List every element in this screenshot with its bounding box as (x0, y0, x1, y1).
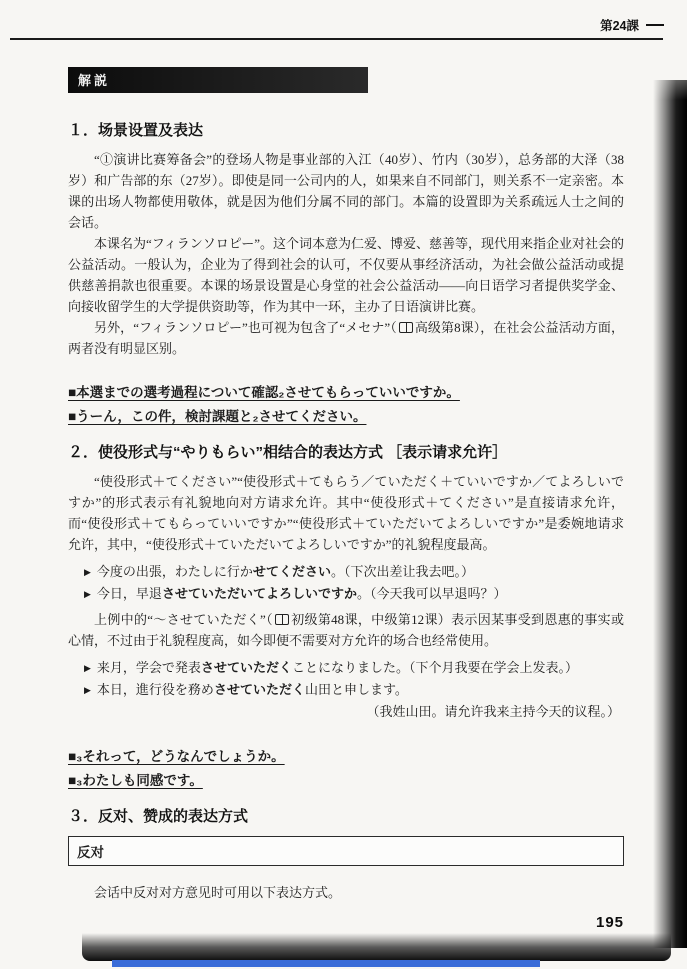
header-dash (646, 24, 664, 27)
section1-paragraph-3 (68, 317, 624, 359)
example-translation: （我姓山田。请允许我来主持今天的议程。） (366, 704, 620, 719)
example-text: 本日，進行役を務めさせていただく山田と申します。 (96, 682, 408, 697)
paragraph-text: 上例中的“～させていただく”（ (94, 612, 273, 627)
triangle-bullet-icon: ▶ (84, 588, 91, 599)
section2-paragraph-1: “使役形式＋てください”“使役形式＋てもらう／ていただく＋ていいですか／てよろしいですか”的形式表示有礼貌地向对方请求允许。其中“使役形式＋てください”是直接请求允许，而“使役形式＋てもらっていいですか”“使役形式＋ていただいてよろしいですか”是委婉地请求允许，其中，“使役形式＋ていただいてよろしいですか”的礼貌程度最高。 (68, 474, 624, 552)
example-sentence (84, 657, 624, 679)
key-sentence: ■₃それって，どうなんでしょうか。 (68, 748, 285, 764)
paragraph-text: ），在社会公益活动方面，两者没有明显区别。 (68, 320, 624, 356)
section3-paragraph-1: 会话中反对对方意见时可用以下表达方式。 (94, 884, 342, 900)
header-rule (10, 38, 663, 40)
paragraph-text: ）表示因某事受到恩惠的事实或心情，不过由于礼貌程度高，如今即便不需要对方允许的场合也经常使用。 (68, 612, 624, 648)
book-reference: 高级第8课 (414, 320, 474, 335)
scan-shadow-right (653, 80, 687, 948)
paragraph-text: 另外，“フィランソロピー”也可视为包含了“メセナ”（ (94, 320, 397, 335)
example-sentence (84, 561, 624, 583)
triangle-bullet-icon: ▶ (84, 684, 91, 695)
book-reference: 初级第48课，中级第12课 (290, 612, 438, 627)
oppose-label-box: 反对 (68, 836, 624, 866)
scan-shadow-fade (653, 40, 687, 100)
example-text: 今度の出張，わたしに行かせてください。（下次出差让我去吧。） (96, 564, 474, 579)
key-sentence-block-2 (68, 745, 624, 793)
key-sentence: ■₃わたしも同感です。 (68, 772, 203, 788)
page-number: 195 (596, 914, 625, 931)
section2-paragraph-2 (68, 609, 624, 651)
page-header (68, 16, 664, 34)
scan-shadow-bottom (82, 933, 671, 961)
lesson-number: 第24課 (600, 19, 639, 33)
example-sentence (84, 583, 624, 605)
section1-title: １．场景设置及表达 (68, 122, 204, 139)
section1-paragraph-1: “①演讲比赛筹备会”的登场人物是事业部的入江（40岁）、竹内（30岁），总务部的大泽（38岁）和广告部的东（27岁）。即使是同一公司内的人，如果来自不同部门，则关系不一定亲密。本课的出场人物都使用敬体，就是因为他们分属不同的部门。本篇的设置即为关系疏远人士之间的会话。 (68, 152, 624, 230)
section2-title: ２．使役形式与“やりもらい”相结合的表达方式 ［表示请求允许］ (68, 444, 508, 461)
example-text: 来月，学会で発表させていただくことになりました。（下个月我要在学会上发表。） (96, 660, 578, 675)
example-text: 今日，早退させていただいてよろしいですか。（今天我可以早退吗？） (96, 586, 507, 601)
book-icon (275, 614, 289, 625)
kaisetsu-banner: 解説 (68, 67, 368, 93)
key-sentence: ■本選までの選考過程について確認₂させてもらっていいですか。 (68, 385, 460, 400)
key-sentence-block-1 (68, 381, 624, 429)
book-icon (399, 322, 413, 333)
triangle-bullet-icon: ▶ (84, 566, 91, 577)
section1-paragraph-2: 本课名为“フィランソロピー”。这个词本意为仁爱、博爱、慈善等，现代用来指企业对社会的公益活动。一般认为，企业为了得到社会的认可，不仅要从事经济活动，为社会做公益活动或提供慈善捐款也很重要。本课的场景设置是心身堂的社会公益活动——向日语学习者提供奖学金、向接收留学生的大学提供资助等，作为其中一环，主办了日语演讲比赛。 (68, 236, 624, 314)
key-sentence: ■うーん，この件，検討課題と₂させてください。 (68, 409, 367, 424)
scan-blue-edge (112, 960, 540, 967)
section3-title: ３．反对、赞成的表达方式 (68, 807, 249, 825)
example-sentence (84, 679, 624, 701)
triangle-bullet-icon: ▶ (84, 662, 91, 673)
